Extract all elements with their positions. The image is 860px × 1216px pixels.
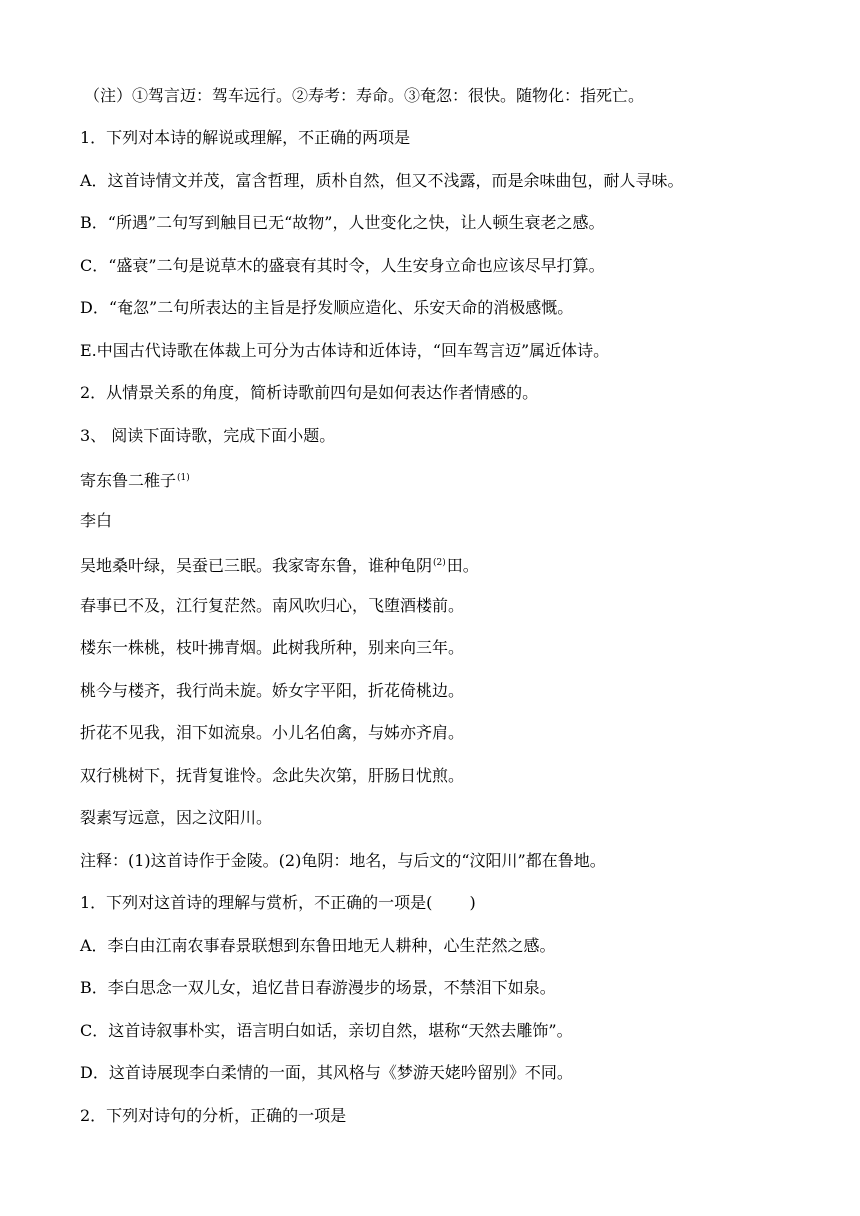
poem-line-note: (2) <box>433 558 446 568</box>
question-1-stem: 1．下列对本诗的解说或理解，不正确的两项是 <box>80 128 411 147</box>
option-a: A．李白由江南农事春景联想到东鲁田地无人耕种，心生茫然之感。 <box>80 936 556 955</box>
question-2-stem: 2．从情景关系的角度，简析诗歌前四句是如何表达作者情感的。 <box>80 383 539 402</box>
poem-line: 裂素写远意，因之汶阳川。 <box>80 808 273 827</box>
option-d: D．“奄忽”二句所表达的主旨是抒发顺应造化、乐安天命的消极感慨。 <box>80 298 574 317</box>
option-c: C．“盛衰”二句是说草木的盛衰有其时令，人生安身立命也应该尽早打算。 <box>80 256 605 275</box>
question-stem: 1．下列对这首诗的理解与赏析，不正确的一项是( ) <box>80 893 476 912</box>
option-e: E.中国古代诗歌在体裁上可分为古体诗和近体诗，“回车驾言迈”属近体诗。 <box>80 341 610 360</box>
option-a: A．这首诗情文并茂，富含哲理，质朴自然，但又不浅露，而是余味曲包，耐人寻味。 <box>80 171 684 190</box>
poem-line: 桃今与楼齐，我行尚未旋。娇女字平阳，折花倚桃边。 <box>80 681 465 700</box>
poem-line-text: 吴地桑叶绿，吴蚕已三眠。我家寄东鲁，谁种龟阴 <box>80 556 433 575</box>
footnote-line: （注）①驾言迈：驾车远行。②寿考：寿命。③奄忽：很快。随物化：指死亡。 <box>84 86 645 105</box>
option-b: B．李白思念一双儿女，追忆昔日春游漫步的场景，不禁泪下如泉。 <box>80 978 556 997</box>
option-c: C．这首诗叙事朴实，语言明白如话，亲切自然，堪称“天然去雕饰”。 <box>80 1021 573 1040</box>
poem-title <box>80 468 191 491</box>
poem-title-text: 寄东鲁二稚子 <box>80 471 177 490</box>
poem-title-note: (1) <box>177 473 190 483</box>
poem-line <box>80 553 479 576</box>
option-d: D．这首诗展现李白柔情的一面，其风格与《梦游天姥吟留别》不同。 <box>80 1063 573 1082</box>
poem-author: 李白 <box>80 511 113 530</box>
poem-line-text: 田。 <box>446 556 479 575</box>
question-stem: 2．下列对诗句的分析，正确的一项是 <box>80 1106 347 1125</box>
poem-line: 楼东一株桃，枝叶拂青烟。此树我所种，别来向三年。 <box>80 638 465 657</box>
poem-line: 折花不见我，泪下如流泉。小儿名伯禽，与姊亦齐肩。 <box>80 723 465 742</box>
poem-notes: 注释：(1)这首诗作于金陵。(2)龟阴：地名，与后文的“汶阳川”都在鲁地。 <box>80 851 606 870</box>
poem-line: 双行桃树下，抚背复谁怜。念此失次第，肝肠日忧煎。 <box>80 766 465 785</box>
section-3-heading: 3、 阅读下面诗歌，完成下面小题。 <box>80 426 336 445</box>
option-b: B．“所遇”二句写到触目已无“故物”，人世变化之快，让人顿生衰老之感。 <box>80 213 605 232</box>
poem-line: 春事已不及，江行复茫然。南风吹归心，飞堕酒楼前。 <box>80 596 465 615</box>
